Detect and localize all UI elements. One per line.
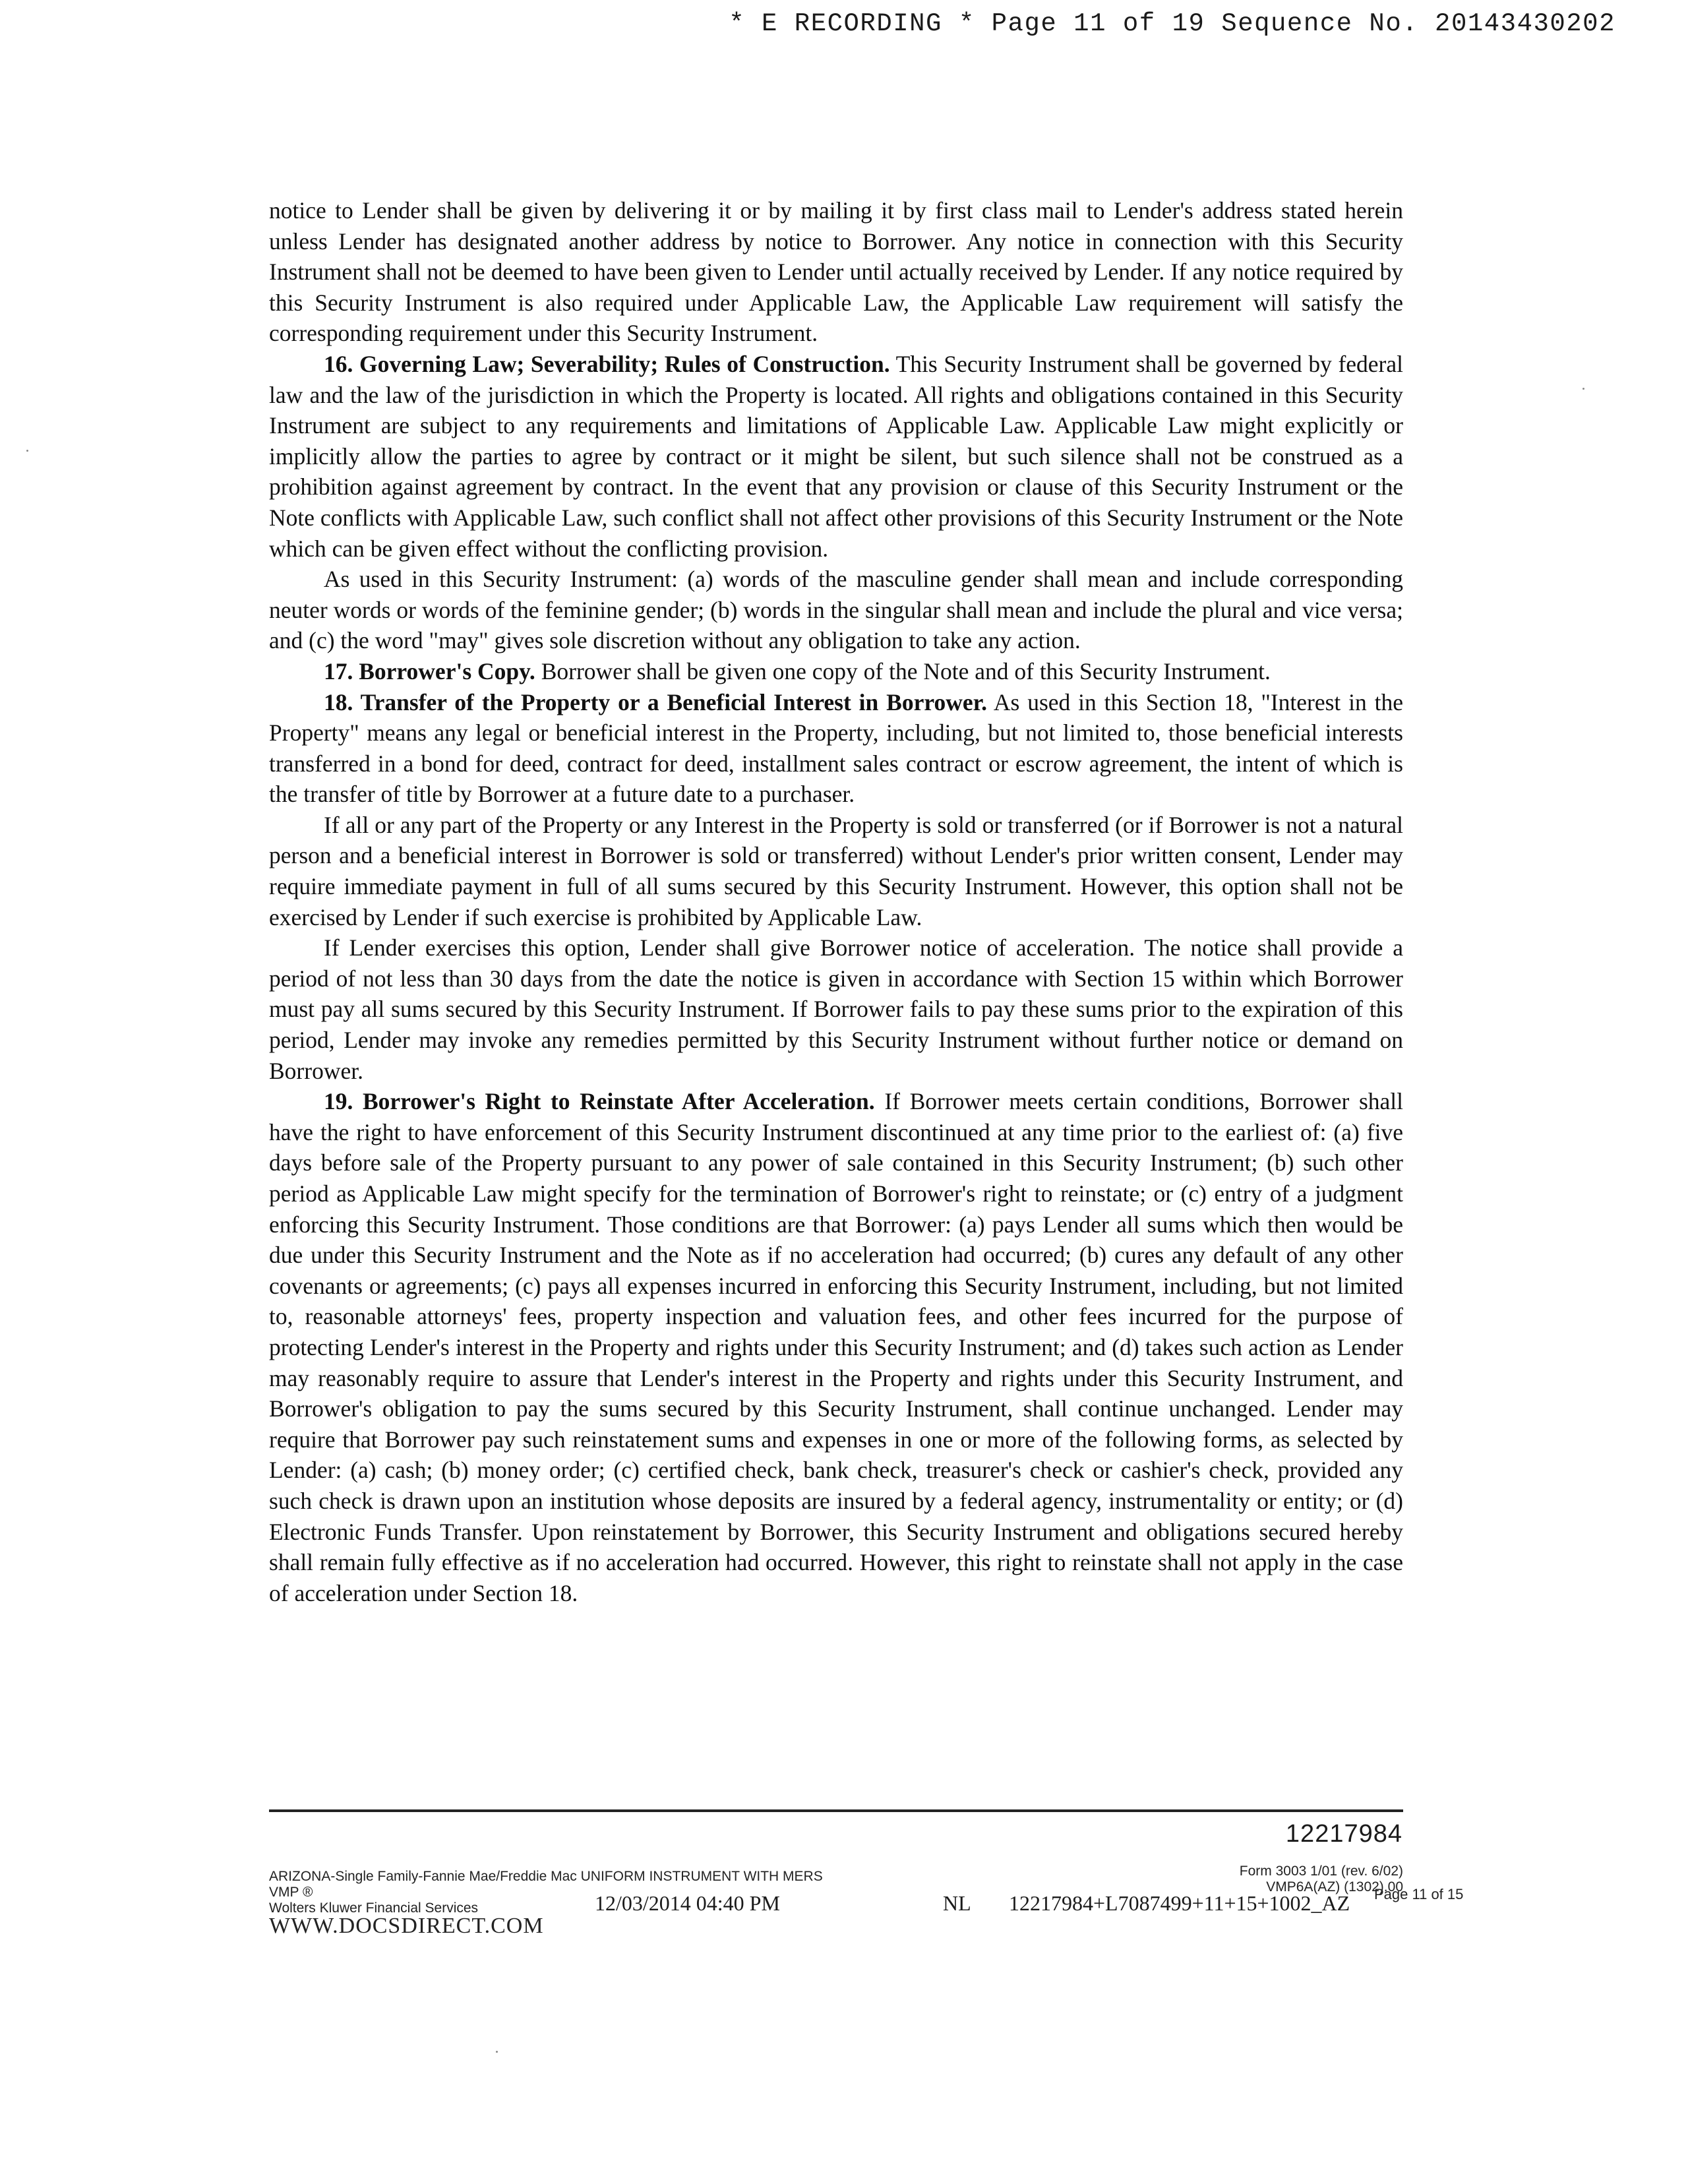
scan-speck — [1582, 388, 1584, 390]
section-16-heading: 16. Governing Law; Severability; Rules of Construction. — [324, 350, 890, 377]
section-18 — [269, 687, 1403, 810]
section-19-heading: 19. Borrower's Right to Reinstate After Acceleration. — [324, 1088, 875, 1115]
vmp-mark: VMP ® — [269, 1885, 313, 1900]
scan-speck — [496, 2051, 498, 2053]
publisher-name: Wolters Kluwer Financial Services — [269, 1900, 479, 1916]
website-link: WWW.DOCSDIRECT.COM — [269, 1914, 544, 1938]
page-count: Page 11 of 15 — [1374, 1886, 1464, 1902]
section-17-text: Borrower shall be given one copy of the Note and of this Security Instrument. — [535, 657, 1271, 684]
document-reference: 12217984+L7087499+11+15+1002_AZ — [1009, 1891, 1350, 1915]
section-18-paragraph-2: If all or any part of the Property or any Interest in the Property is sold or transferred (or if Borrower is not a natural person and a beneficial interest in Borrower is sold or transferred) without Lender's prior written consent, Lender may require immediate payment in full of all sums secured by this Security Instrument. However, this option shall not be exercised by Lender if such exercise is prohibited by Applicable Law. — [269, 811, 1403, 930]
initials: NL — [943, 1891, 971, 1915]
section-17-heading: 17. Borrower's Copy. — [324, 657, 535, 684]
section-18-paragraph-3: If Lender exercises this option, Lender shall give Borrower notice of acceleration. The notice shall provide a period of not less than 30 days from the date the notice is given in accordance with Section 15 within which Borrower must pay all sums secured by this Security Instrument. If Borrower fails to pay these sums prior to the expiration of this period, Lender may invoke any remedies permitted by this Security Instrument without further notice or demand on Borrower. — [269, 934, 1403, 1084]
loan-number: 12217984 — [1285, 1820, 1402, 1848]
section-17 — [269, 656, 1403, 687]
notice-paragraph: notice to Lender shall be given by delivering it or by mailing it by first class mail to Lender's address stated herein unless Lender has designated another address by notice to Borrower. Any notice in connection with this Security Instrument shall not be deemed to have been given to Lender until actually received by Lender. If any notice required by this Security Instrument is also required under Applicable Law, the Applicable Law requirement will satisfy the corresponding requirement under this Security Instrument. — [269, 197, 1403, 347]
section-16-text: This Security Instrument shall be governed by federal law and the law of the jurisdiction in which the Property is located. All rights and obligations contained in this Security Instrument are subject to any requirements and limitations of Applicable Law. Applicable Law might explicitly or implicitly allow the parties to agree by contract or it might be silent, but such silence shall not be construed as a prohibition against agreement by contract. In the event that any provision or clause of this Security Instrument or the Note conflicts with Applicable Law, such conflict shall not affect other provisions of this Security Instrument or the Note which can be given effect without the conflicting provision. — [269, 350, 1403, 562]
footer-divider — [269, 1809, 1403, 1812]
section-18-heading: 18. Transfer of the Property or a Beneficial Interest in Borrower. — [324, 688, 987, 715]
section-16-paragraph-2: As used in this Security Instrument: (a) words of the masculine gender shall mean and include corresponding neuter words or words of the feminine gender; (b) words in the singular shall mean and include the plural and vice versa; and (c) the word "may" gives sole discretion without any obligation to take any action. — [269, 566, 1403, 654]
print-date-time: 12/03/2014 04:40 PM — [595, 1891, 780, 1915]
form-number: Form 3003 1/01 (rev. 6/02) — [1239, 1864, 1403, 1879]
recording-stamp: * E RECORDING * Page 11 of 19 Sequence No. 20143430202 — [729, 9, 1615, 38]
form-title: ARIZONA-Single Family-Fannie Mae/Freddie Mac UNIFORM INSTRUMENT WITH MERS — [269, 1869, 823, 1884]
scan-speck — [26, 450, 28, 452]
document-body — [269, 195, 1403, 1608]
form-code: VMP6A(AZ) (1302).00 — [1266, 1879, 1403, 1895]
section-19 — [269, 1086, 1403, 1608]
section-16 — [269, 349, 1403, 564]
section-18-text: As used in this Section 18, "Interest in the Property" means any legal or beneficial interest in the Property, including, but not limited to, those beneficial interests transferred in a bond for deed, contract for deed, installment sales contract or escrow agreement, the intent of which is the transfer of title by Borrower at a future date to a purchaser. — [269, 688, 1403, 808]
section-19-text: If Borrower meets certain conditions, Borrower shall have the right to have enforcement of this Security Instrument discontinued at any time prior to the earliest of: (a) five days before sale of the Property pursuant to any power of sale contained in this Security Instrument; (b) such other period as Applicable Law might specify for the termination of Borrower's right to reinstate; or (c) entry of a judgment enforcing this Security Instrument. Those conditions are that Borrower: (a) pays Lender all sums which then would be due under this Security Instrument and the Note as if no acceleration had occurred; (b) cures any default of any other covenants or agreements; (c) pays all expenses incurred in enforcing this Security Instrument, including, but not limited to, reasonable attorneys' fees, property inspection and valuation fees, and other fees incurred for the purpose of protecting Lender's interest in the Property and rights under this Security Instrument; and (d) takes such action as Lender may reasonably require to assure that Lender's interest in the Property and rights under this Security Instrument, and Borrower's obligation to pay the sums secured by this Security Instrument, shall continue unchanged. Lender may require that Borrower pay such reinstatement sums and expenses in one or more of the following forms, as selected by Lender: (a) cash; (b) money order; (c) certified check, bank check, treasurer's check or cashier's check, provided any such check is drawn upon an institution whose deposits are insured by a federal agency, instrumentality or entity; or (d) Electronic Funds Transfer. Upon reinstatement by Borrower, this Security Instrument and obligations secured hereby shall remain fully effective as if no acceleration had occurred. However, this right to reinstate shall not apply in the case of acceleration under Section 18. — [269, 1088, 1403, 1606]
